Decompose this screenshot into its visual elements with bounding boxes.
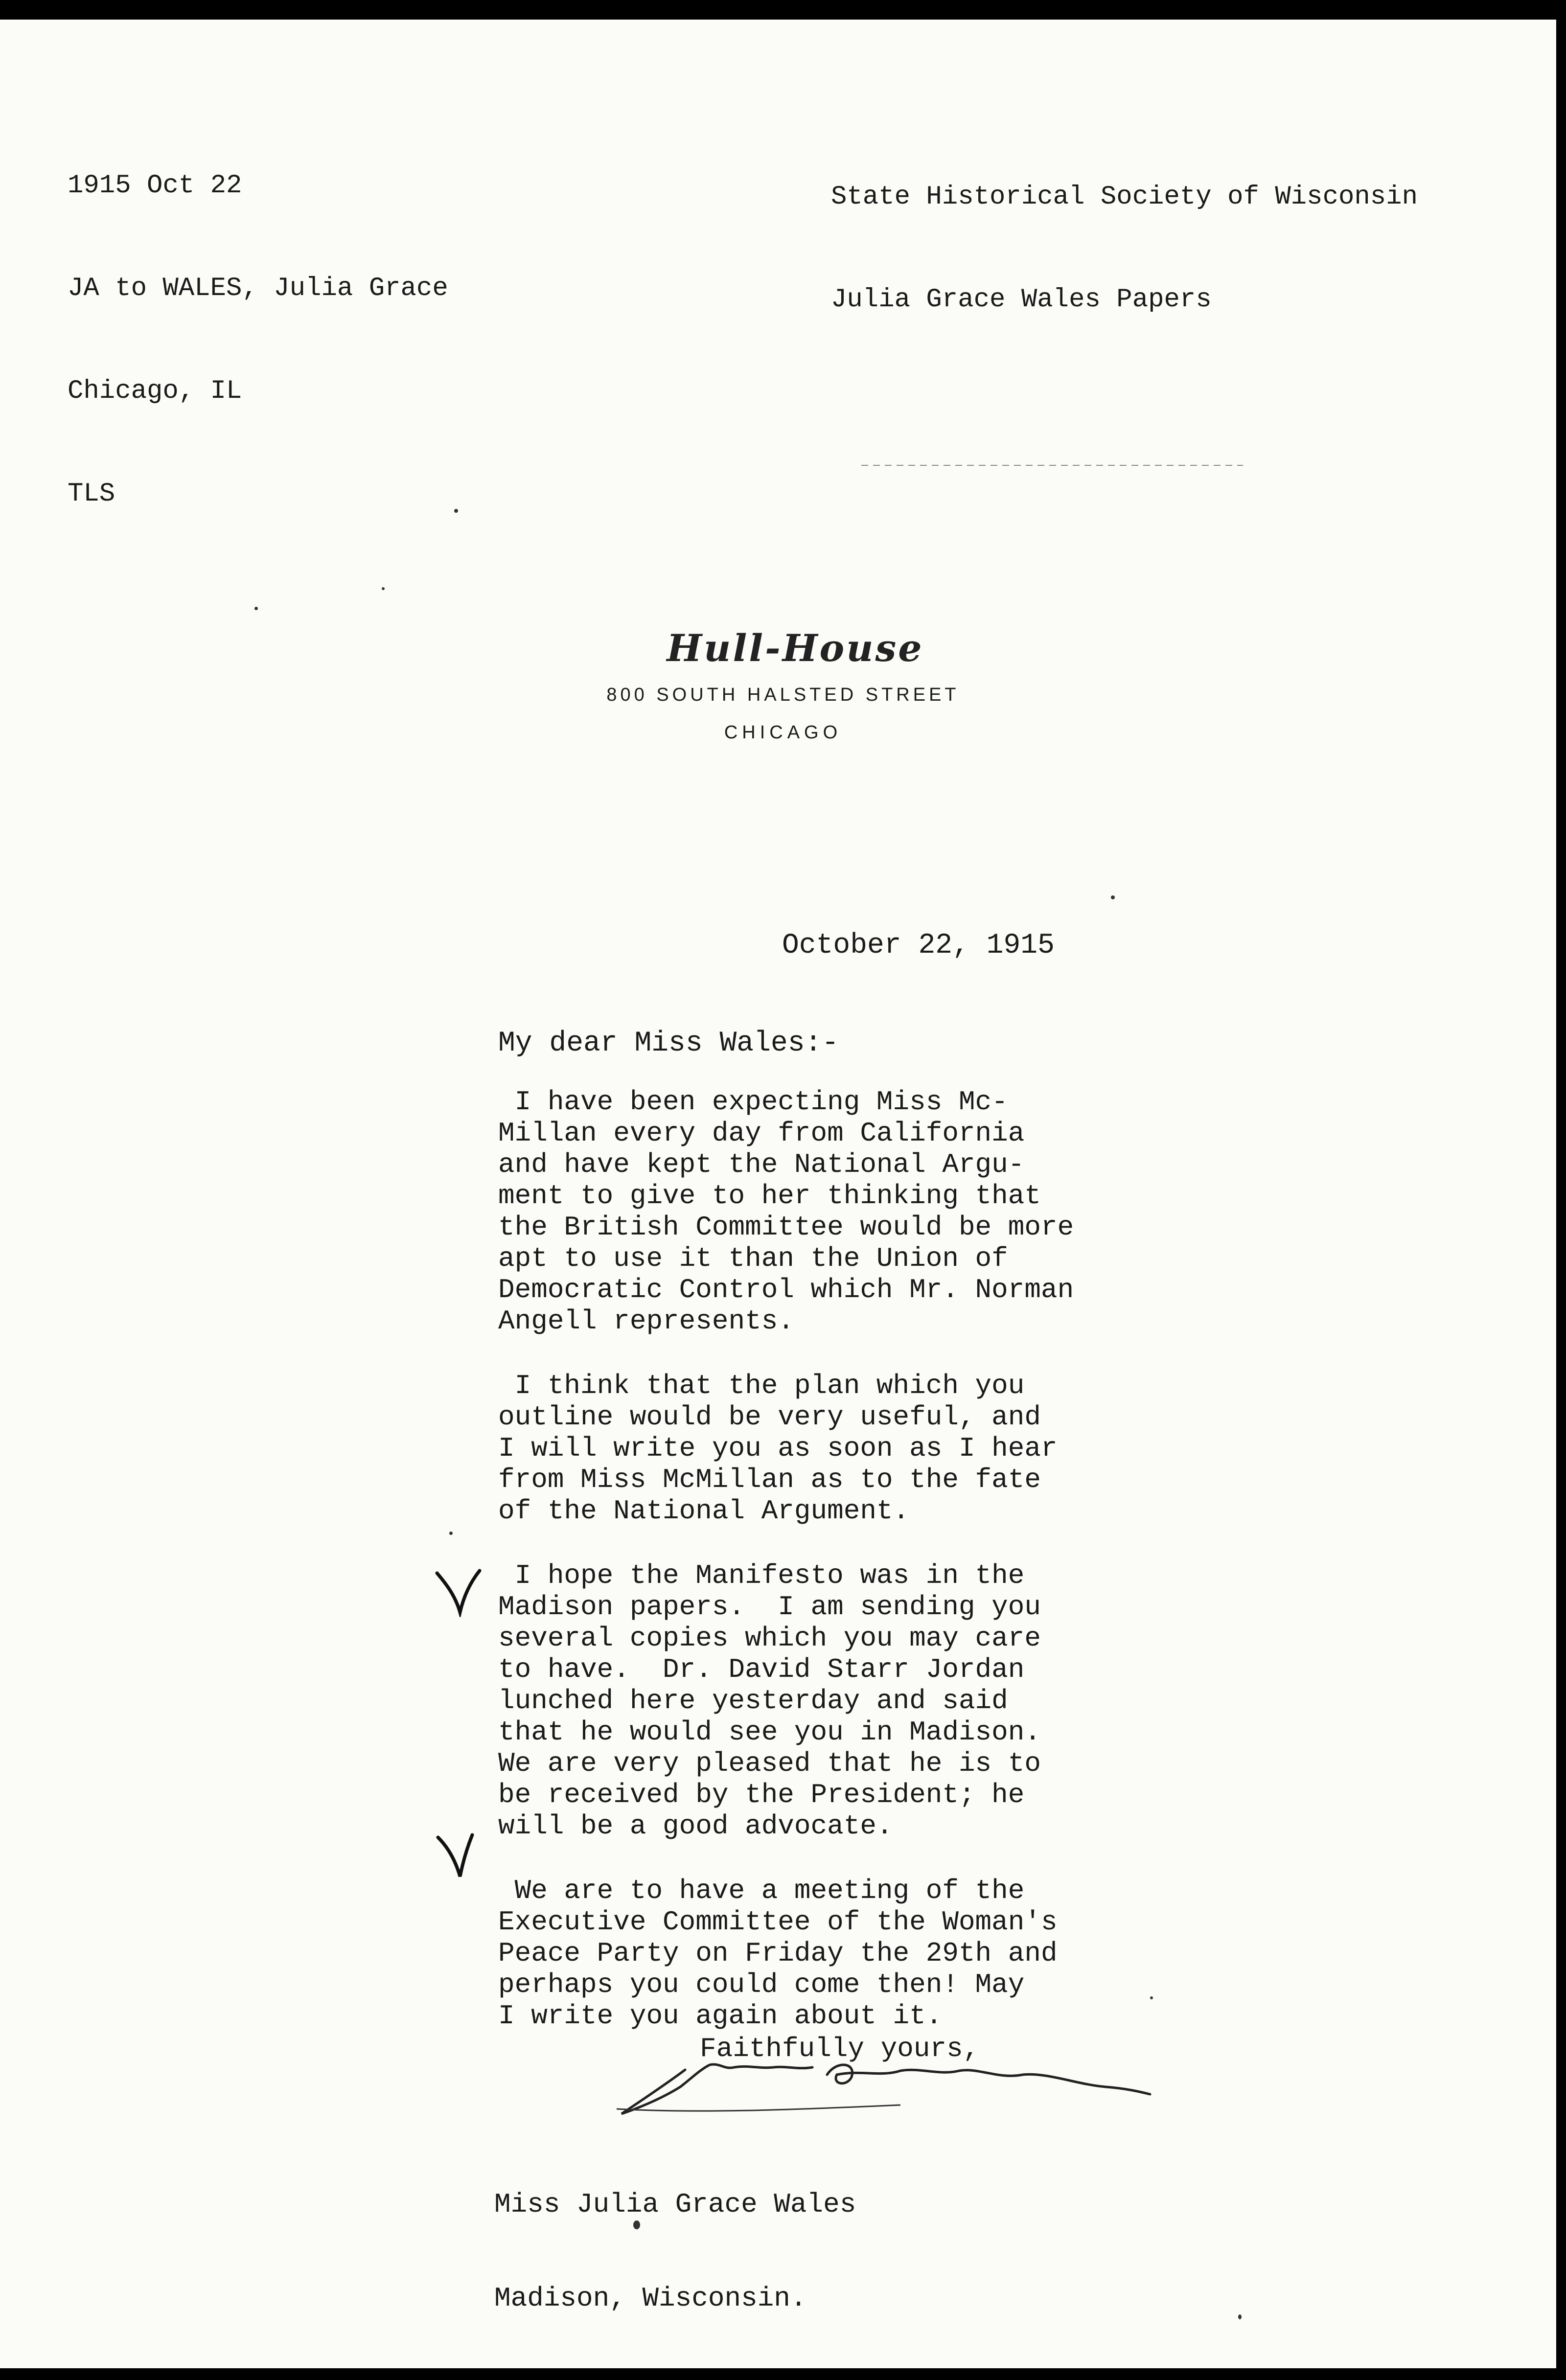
letterhead-city: CHICAGO [724, 722, 842, 743]
salutation: My dear Miss Wales:- [498, 1028, 839, 1059]
archive-source-line: State Historical Society of Wisconsin [831, 182, 1418, 212]
body-paragraph: I have been expecting Miss Mc- Millan every day from California and have kept the National Argu- ment to give to her thinking that the British Committee would be more apt to use it than the Union of Democratic Control which Mr. Norman Angell represents. [498, 1086, 1074, 1337]
letterhead-name: Hull-House [667, 626, 924, 670]
faint-dotted-rule [861, 464, 1243, 467]
archive-meta-line: JA to WALES, Julia Grace [68, 274, 448, 303]
paper-speck [254, 607, 258, 610]
recipient-city: Madison, Wisconsin. [494, 2283, 807, 2314]
body-paragraph: I think that the plan which you outline would be very useful, and I will write you as soon as I hear from Miss McMillan as to the fate of the National Argument. [498, 1370, 1058, 1527]
handwritten-check-mark [433, 1830, 482, 1879]
body-paragraph: We are to have a meeting of the Executive Committee of the Woman's Peace Party on Friday the 29th and perhaps you could come then! May I write you again about it. [498, 1875, 1058, 2032]
paper-speck [1238, 2314, 1242, 2319]
archive-meta-line: TLS [68, 479, 115, 509]
paper-speck [449, 1532, 453, 1535]
recipient-address [494, 2126, 856, 2368]
closing: Faithfully yours, [700, 2033, 980, 2064]
paper-speck [633, 2220, 640, 2229]
archive-metadata [68, 100, 448, 580]
letterhead-street: 800 SOUTH HALSTED STREET [606, 685, 960, 705]
handwritten-check-mark [433, 1568, 482, 1617]
handwritten-signature [607, 2040, 1174, 2119]
paper-speck [1111, 895, 1115, 899]
archive-meta-line: Chicago, IL [68, 376, 242, 406]
archive-source [831, 112, 1418, 386]
paper-speck [1150, 1996, 1153, 1999]
letter-body [498, 1086, 1208, 2065]
letter-page [0, 20, 1556, 2368]
letter-date: October 22, 1915 [782, 930, 1055, 961]
archive-source-line: Julia Grace Wales Papers [831, 285, 1212, 315]
paper-speck [454, 509, 458, 513]
letterhead [538, 626, 1028, 743]
recipient-name: Miss Julia Grace Wales [494, 2189, 856, 2220]
archive-meta-line: 1915 Oct 22 [68, 171, 242, 201]
paper-speck [382, 587, 385, 590]
body-paragraph: I hope the Manifesto was in the Madison papers. I am sending you several copies which you may care to have. Dr. David Starr Jordan lunched here yesterday and said that he would see you in Madison. We are very pleased that he is to be received by the President; he will be a good advocate. [498, 1560, 1041, 1842]
